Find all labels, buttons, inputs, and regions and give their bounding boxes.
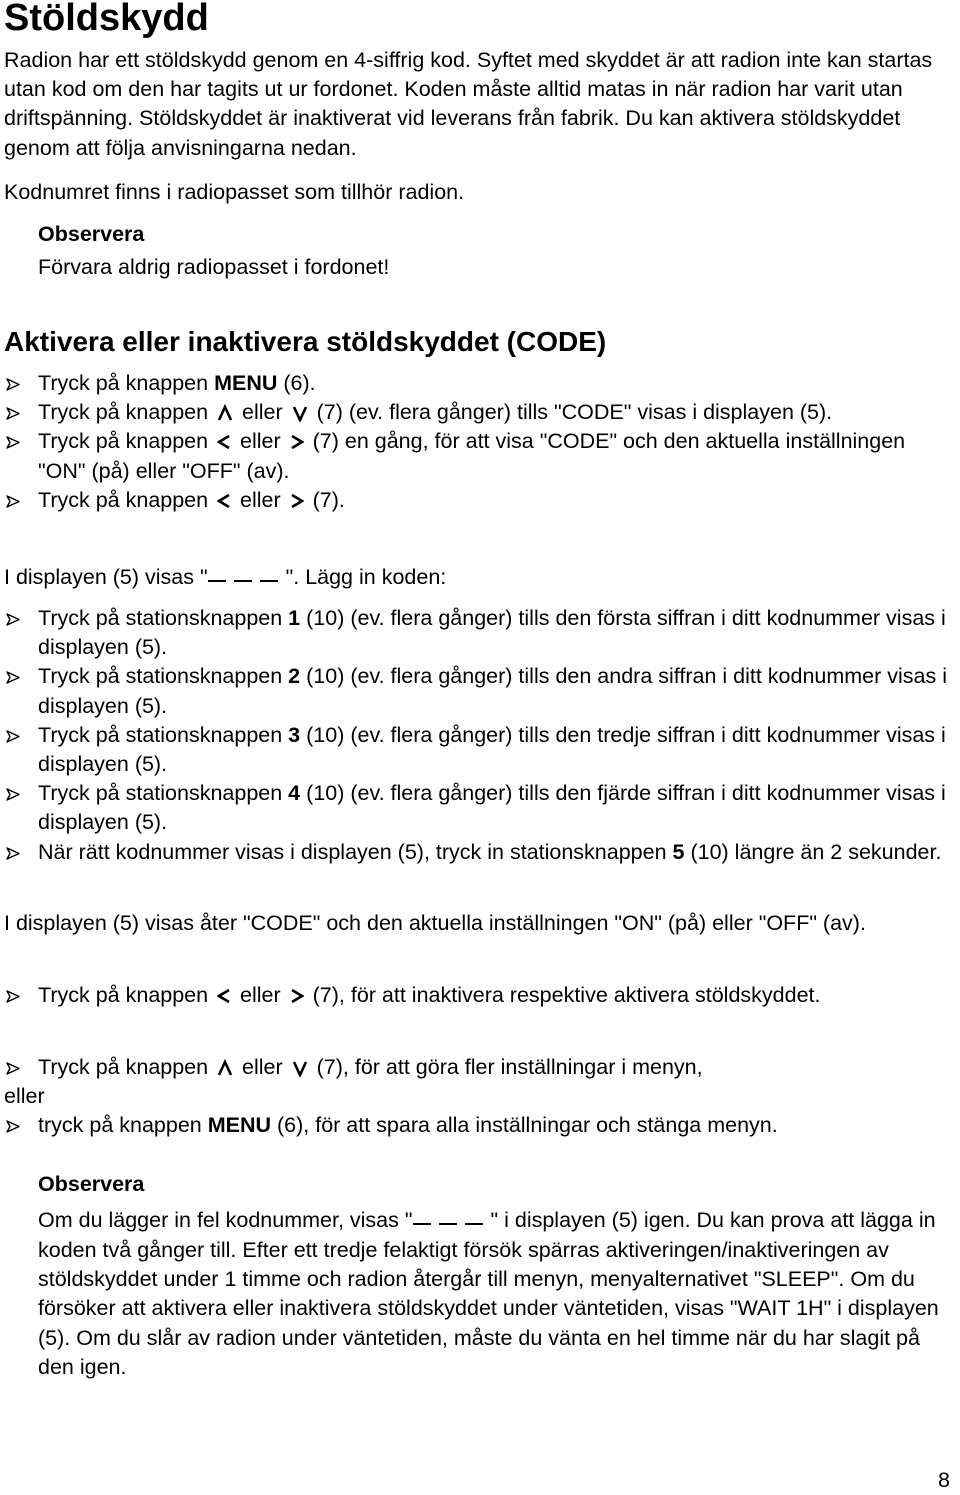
arrowhead-bullet-icon bbox=[6, 407, 20, 420]
step-save bbox=[4, 1111, 952, 1140]
caret-down-icon bbox=[292, 1056, 308, 1074]
arrowhead-bullet-icon bbox=[6, 847, 20, 860]
list-item: Tryck på stationsknappen 2 (10) (ev. flera gånger) tills den andra siffran i ditt kodnummer visas i displayen (5). bbox=[4, 662, 952, 720]
list-item: Tryck på stationsknappen 3 (10) (ev. flera gånger) tills den tredje siffran i ditt kodnummer visas i displayen (5). bbox=[4, 721, 952, 779]
caret-up-icon bbox=[217, 1056, 233, 1074]
arrowhead-bullet-icon bbox=[6, 436, 20, 449]
caret-left-icon bbox=[217, 430, 231, 448]
step-toggle bbox=[4, 981, 952, 1010]
list-item: tryck på knappen MENU (6), för att spara alla inställningar och stänga menyn. bbox=[4, 1111, 952, 1140]
steps-list-activate bbox=[4, 369, 952, 515]
empty-code-dashes bbox=[413, 1204, 491, 1233]
display-back-text: I displayen (5) visas åter "CODE" och den aktuella inställningen "ON" (på) eller "OFF" (av). bbox=[4, 911, 866, 935]
display-instruction: I displayen (5) visas " ". Lägg in koden: bbox=[4, 563, 952, 593]
arrowhead-bullet-icon bbox=[6, 671, 20, 684]
arrowhead-bullet-icon bbox=[6, 378, 20, 391]
list-item: Tryck på knappen eller (7), för att göra fler inställningar i menyn, bbox=[4, 1053, 952, 1082]
arrowhead-bullet-icon bbox=[6, 1120, 20, 1133]
page-title: Stöldskydd bbox=[4, 0, 209, 39]
caret-left-icon bbox=[217, 984, 231, 1002]
caret-down-icon bbox=[292, 401, 308, 419]
caret-right-icon bbox=[290, 489, 304, 507]
caret-right-icon bbox=[290, 984, 304, 1002]
list-item: När rätt kodnummer visas i displayen (5), tryck in stationsknappen 5 (10) längre än 2 sekunder. bbox=[4, 838, 952, 867]
list-item: Tryck på stationsknappen 1 (10) (ev. flera gånger) tills den första siffran i ditt kodnummer visas i displayen (5). bbox=[4, 604, 952, 662]
note-heading: Observera bbox=[38, 1172, 145, 1196]
arrowhead-bullet-icon bbox=[6, 613, 20, 626]
list-item: Tryck på knappen eller (7). bbox=[4, 486, 952, 515]
page-number: 8 bbox=[938, 1468, 950, 1492]
steps-list-code-entry bbox=[4, 604, 952, 867]
empty-code-dashes bbox=[208, 561, 286, 590]
list-item: Tryck på knappen eller (7) en gång, för att visa "CODE" och den aktuella inställningen "ON" (på) eller "OFF" (av). bbox=[4, 427, 952, 485]
arrowhead-bullet-icon bbox=[6, 788, 20, 801]
note-text: Förvara aldrig radiopasset i fordonet! bbox=[38, 255, 390, 279]
code-location-text: Kodnumret finns i radiopasset som tillhör radion. bbox=[4, 180, 465, 204]
arrowhead-bullet-icon bbox=[6, 730, 20, 743]
caret-right-icon bbox=[290, 430, 304, 448]
caret-left-icon bbox=[217, 489, 231, 507]
list-item: Tryck på knappen MENU (6). bbox=[4, 369, 952, 398]
note-text: Om du lägger in fel kodnummer, visas " " i displayen (5) igen. Du kan prova att lägga in koden två gånger till. Efter ett tredje felaktigt försök spärras aktiveringen/inaktiveringen av stöldskyddet under 1 timme och radion återgår till menyn, menyalternativet "SLEEP". Om du försöker att aktivera eller inaktivera stöldskyddet under väntetiden, visas "WAIT 1H" i displayen (5). Om du slår av radion under väntetiden, måste du vänta en hel timme när du har slagit på den igen. bbox=[38, 1206, 952, 1382]
step-more-settings bbox=[4, 1053, 952, 1082]
intro-paragraph: Radion har ett stöldskydd genom en 4-siffrig kod. Syftet med skyddet är att radion inte kan startas utan kod om den har tagits ut ur fordonet. Koden måste alltid matas in när radion har varit utan driftspänning. Stöldskyddet är inaktiverat vid leverans från fabrik. Du kan aktivera stöldskyddet genom att följa anvisningarna nedan. bbox=[4, 48, 933, 160]
arrowhead-bullet-icon bbox=[6, 1062, 20, 1075]
list-item: Tryck på knappen eller (7) (ev. flera gånger) tills "CODE" visas i displayen (5). bbox=[4, 398, 952, 427]
list-item: Tryck på knappen eller (7), för att inaktivera respektive aktivera stöldskyddet. bbox=[4, 981, 952, 1010]
arrowhead-bullet-icon bbox=[6, 495, 20, 508]
section-heading: Aktivera eller inaktivera stöldskyddet (CODE) bbox=[4, 326, 607, 357]
note-heading: Observera bbox=[38, 222, 145, 246]
menu-key-label: MENU bbox=[214, 371, 278, 395]
arrowhead-bullet-icon bbox=[6, 990, 20, 1003]
caret-up-icon bbox=[217, 401, 233, 419]
or-word: eller bbox=[4, 1084, 45, 1108]
list-item: Tryck på stationsknappen 4 (10) (ev. flera gånger) tills den fjärde siffran i ditt kodnummer visas i displayen (5). bbox=[4, 779, 952, 837]
